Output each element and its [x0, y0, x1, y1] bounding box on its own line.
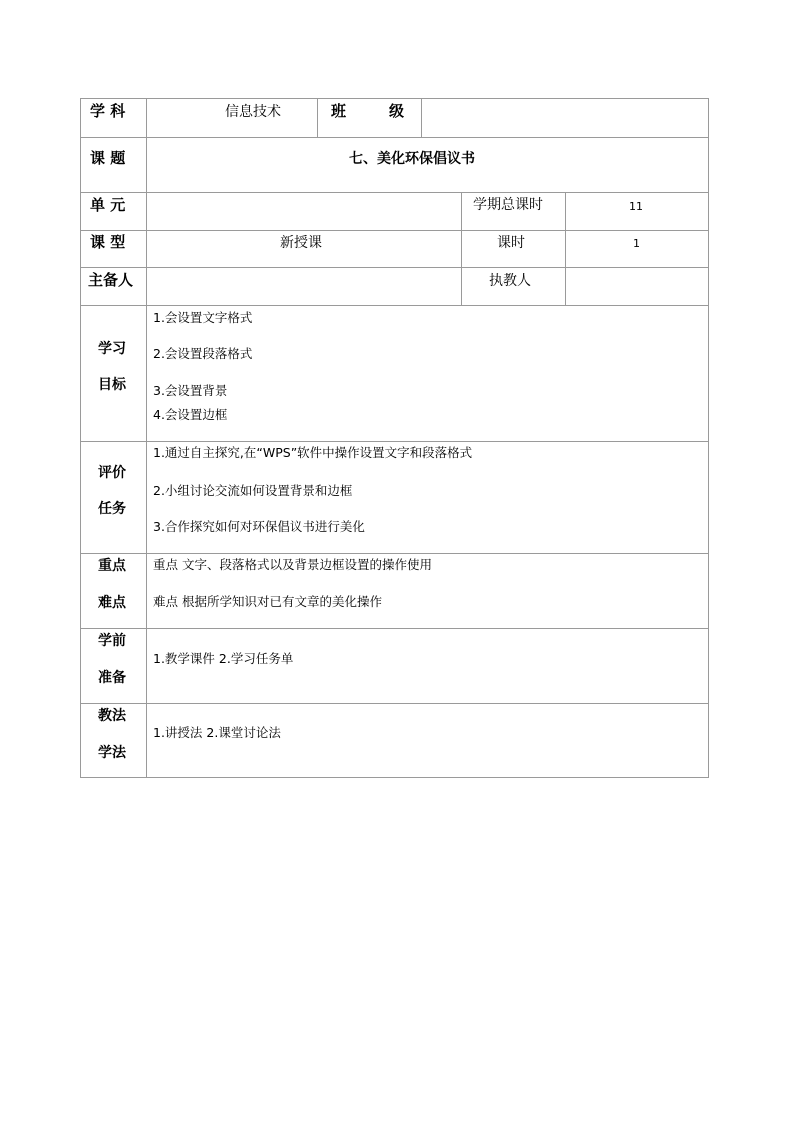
term-hours-label: 学期总课时	[473, 197, 543, 213]
tasks-label-1: 评价	[98, 465, 126, 481]
methods-label-2: 学法	[98, 745, 126, 761]
key-point-item: 难点 根据所学知识对已有文章的美化操作	[153, 594, 382, 609]
row-divider	[80, 230, 709, 231]
methods-label-1: 教法	[98, 708, 126, 724]
unit-label: 单 元	[90, 196, 126, 214]
key-points-label-2: 难点	[98, 595, 126, 611]
term-hours-value: 11	[629, 200, 643, 213]
column-divider	[421, 98, 422, 137]
periods-value: 1	[633, 237, 640, 250]
topic-value: 七、美化环保倡议书	[349, 151, 475, 167]
key-point-item: 重点 文字、段落格式以及背景边框设置的操作使用	[153, 557, 432, 572]
row-divider	[80, 703, 709, 704]
column-divider	[565, 192, 566, 305]
teacher-label: 执教人	[489, 273, 531, 289]
tasks-label-2: 任务	[98, 501, 126, 517]
row-divider	[80, 305, 709, 306]
preparation-label-2: 准备	[98, 670, 126, 686]
column-divider	[317, 98, 318, 137]
methods-text: 1.讲授法 2.课堂讨论法	[153, 725, 281, 740]
subject-value: 信息技术	[225, 104, 281, 120]
task-item: 2.小组讨论交流如何设置背景和边框	[153, 483, 353, 498]
lesson-type-label: 课 型	[90, 233, 126, 251]
row-divider	[80, 553, 709, 554]
objectives-label-1: 学习	[98, 341, 126, 357]
objective-item: 3.会设置背景	[153, 383, 228, 398]
row-divider	[80, 137, 709, 138]
label-column-divider	[146, 98, 147, 778]
preparation-text: 1.教学课件 2.学习任务单	[153, 651, 294, 666]
column-divider	[461, 192, 462, 305]
task-item: 3.合作探究如何对环保倡议书进行美化	[153, 519, 365, 534]
objective-item: 1.会设置文字格式	[153, 310, 253, 325]
lesson-type-value: 新授课	[280, 235, 322, 251]
row-divider	[80, 441, 709, 442]
row-divider	[80, 192, 709, 193]
row-divider	[80, 267, 709, 268]
task-item: 1.通过自主探究,在“WPS”软件中操作设置文字和段落格式	[153, 445, 473, 460]
preparation-label-1: 学前	[98, 633, 126, 649]
class-label-2: 级	[389, 102, 405, 120]
class-label-1: 班	[331, 102, 347, 120]
lesson-plan-table	[80, 98, 709, 778]
objective-item: 4.会设置边框	[153, 407, 228, 422]
topic-label: 课 题	[90, 149, 126, 167]
preparer-label: 主备人	[88, 271, 134, 289]
periods-label: 课时	[497, 235, 525, 251]
key-points-label-1: 重点	[98, 558, 126, 574]
objectives-label-2: 目标	[98, 377, 126, 393]
subject-label: 学 科	[90, 102, 126, 120]
row-divider	[80, 628, 709, 629]
objective-item: 2.会设置段落格式	[153, 346, 253, 361]
